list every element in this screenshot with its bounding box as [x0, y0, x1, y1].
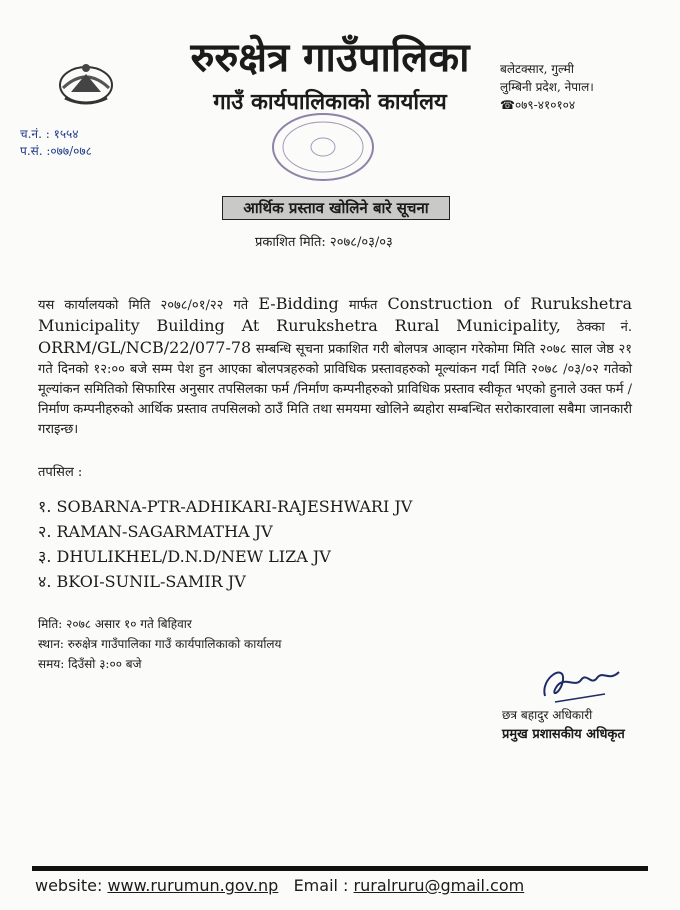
notice-heading: आर्थिक प्रस्ताव खोलिने बारे सूचना [222, 196, 450, 220]
firm-name: DHULIKHEL/D.N.D/NEW LIZA JV [56, 547, 331, 566]
list-item [38, 494, 412, 519]
opening-time: समय: दिउँसो ३:०० बजे [38, 657, 142, 671]
chalani-number: च.नं. : १५५४ [20, 127, 79, 141]
email-link[interactable]: ruralruru@gmail.com [353, 876, 525, 895]
opening-date: मिति: २०७८ असार १० गते बिहिवार [38, 617, 192, 631]
reference-numbers [20, 126, 92, 160]
body-part-5: ठेक्का नं. [576, 320, 633, 335]
firm-number: ३. [38, 547, 52, 566]
footer-divider [32, 866, 648, 871]
office-title: रुरुक्षेत्र गाउँपालिका [190, 34, 470, 81]
office-stamp-icon [268, 108, 378, 186]
published-date: प्रकाशित मिति: २०७८/०३/०३ [255, 235, 393, 250]
body-part-7: सम्बन्धि सूचना प्रकाशित गरी बोलपत्र आव्हान गरेकोमा मिति २०७८ साल जेष्ठ २१ गते दिनको १२:०० बजे सम्म पेश हुन आएका बोलपत्रहरुको प्राविधिक प्रस्तावहरुको मूल्यांकन गर्दा मिति २०७८ /०३/०२ गतेको मूल्यांकन समितिको सिफारिस अनुसार तपसिलका फर्म /निर्माण कम्पनीहरुको प्राविधिक प्रस्ताव स्वीकृत भएको हुनाले उक्त फर्म /निर्माण कम्पनीहरुको आर्थिक प्रस्ताव तपसिलको ठाउँ मिति तथा समयमा खोलिने ब्यहोरा सम्बन्धित सरोकारवाला सबैमा जानकारी गराइन्छ। [38, 342, 632, 437]
firm-list [38, 494, 412, 594]
website-label: website: [35, 876, 103, 895]
notice-body [38, 294, 632, 440]
address-line-1: बलेटक्सार, गुल्मी [500, 62, 574, 76]
firm-name: RAMAN-SAGARMATHA JV [56, 522, 273, 541]
address-line-2: लुम्बिनी प्रदेश, नेपाल। [500, 80, 594, 94]
firm-name: SOBARNA-PTR-ADHIKARI-RAJESHWARI JV [56, 497, 413, 516]
signer-name: छत्र बहादुर अधिकारी [502, 708, 593, 722]
firm-number: २. [38, 522, 52, 541]
tapsil-heading: तपसिल : [38, 465, 83, 480]
email-label: Email : [293, 876, 349, 895]
body-project-name: Construction of Rurukshetra Municipality Building At Rurukshetra Rural Municipality, [38, 294, 633, 335]
firm-number: १. [38, 497, 52, 516]
signer-block [502, 706, 625, 744]
address-block [500, 60, 594, 114]
signature-icon [535, 658, 625, 706]
body-ebidding: E-Bidding [258, 294, 339, 313]
patra-sankhya: प.सं. :०७७/०७८ [20, 144, 92, 158]
firm-number: ४. [38, 572, 52, 591]
list-item [38, 519, 412, 544]
body-part-1: यस कार्यालयको मिति २०७८/०१/२२ गते [38, 298, 249, 313]
list-item [38, 569, 412, 594]
footer-contact [35, 876, 524, 895]
body-part-3: मार्फत [348, 298, 378, 313]
opening-place: स्थान: रुरुक्षेत्र गाउँपालिका गाउँ कार्यपालिकाको कार्यालय [38, 637, 282, 651]
firm-name: BKOI-SUNIL-SAMIR JV [56, 572, 246, 591]
phone-number: ☎०७९-४१०१०४ [500, 98, 576, 112]
nepal-emblem-icon [55, 58, 117, 108]
office-subtitle: गाउँ कार्यपालिकाको कार्यालय [213, 89, 447, 115]
opening-details [38, 614, 282, 674]
body-contract-number: ORRM/GL/NCB/22/077-78 [38, 338, 252, 357]
signer-role: प्रमुख प्रशासकीय अधिकृत [502, 727, 625, 742]
website-link[interactable]: www.rurumun.gov.np [107, 876, 279, 895]
list-item [38, 544, 412, 569]
